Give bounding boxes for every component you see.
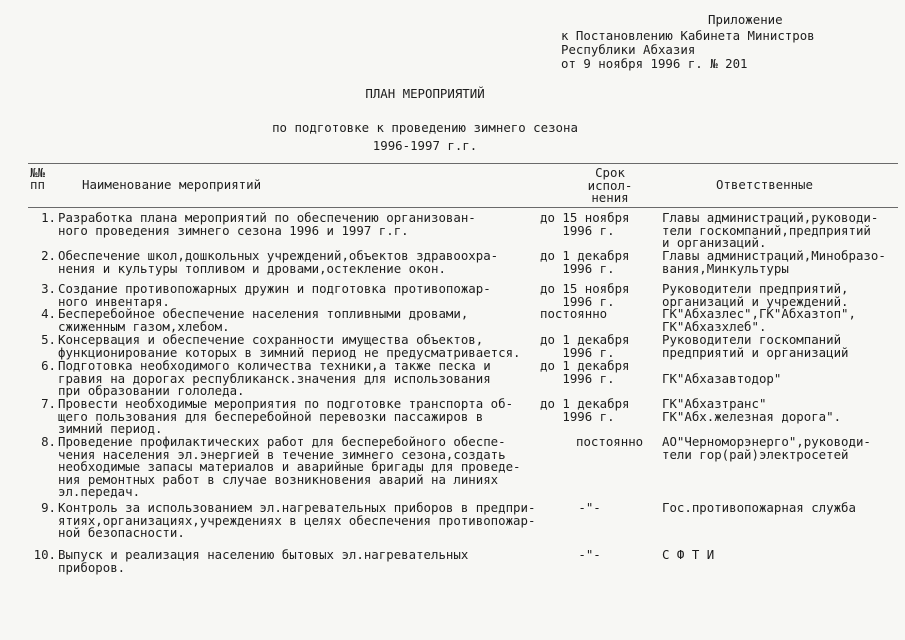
row-1-name: Разработка плана мероприятий по обеспечению организован- ного проведения зимнего сезона 1996 и 1997 г.г. <box>58 210 476 238</box>
document-title: ПЛАН МЕРОПРИЯТИЙ <box>365 86 485 101</box>
row-10-name: Выпуск и реализация населению бытовых эл.нагревательных приборов. <box>58 547 469 575</box>
row-1-resp: Главы администраций,руководи- тели госкомпаний,предприятий и организаций. <box>662 210 879 250</box>
appendix-label: Приложение <box>708 12 783 27</box>
row-4-name: Бесперебойное обеспечение населения топливными дровами, сжиженным газом,хлебом. <box>58 306 469 334</box>
row-8-term: постоянно <box>576 434 644 449</box>
row-3-num: 3. <box>41 281 56 296</box>
row-9-num: 9. <box>41 500 56 515</box>
document-subtitle: по подготовке к проведению зимнего сезона <box>272 120 578 135</box>
row-9-name: Контроль за использованием эл.нагревательных приборов в предпри- ятиях,организациях,учреждениях в целях обеспечения противопожар- ной безопасности. <box>58 500 536 540</box>
row-1-term: до 15 ноября 1996 г. <box>540 210 630 238</box>
row-1-num: 1. <box>41 210 56 225</box>
row-7-resp: ГК"Абхазтранс" ГК"Абх.железная дорога". <box>662 396 842 424</box>
row-10-resp: С Ф Т И <box>662 547 715 562</box>
row-6-term: до 1 декабря 1996 г. <box>540 358 630 386</box>
document-years: 1996-1997 г.г. <box>372 138 478 153</box>
header-num: №№ пп <box>30 165 45 192</box>
table-header-rule <box>28 207 898 208</box>
row-2-name: Обеспечение школ,дошкольных учреждений,объектов здравоохра- нения и культуры топливом и дровами,остекление окон. <box>58 248 499 276</box>
table-top-rule <box>28 163 898 164</box>
row-5-num: 5. <box>41 332 56 347</box>
row-9-resp: Гос.противопожарная служба <box>662 500 856 515</box>
row-4-num: 4. <box>41 306 56 321</box>
row-8-resp: АО"Черноморэнерго",руководи- тели гор(рай)электросетей <box>662 434 871 462</box>
row-3-name: Создание противопожарных дружин и подготовка противопожар- ного инвентаря. <box>58 281 491 309</box>
row-10-term: -"- <box>556 547 601 562</box>
row-7-num: 7. <box>41 396 56 411</box>
row-8-name: Проведение профилактических работ для бесперебойного обеспе- чения населения эл.энергией в течение зимнего сезона,создать необходимые запасы материалов и аварийные бригады для проведе- ния ремонтных работ в случае возникновения аварий на линиях эл.передач. <box>58 434 521 499</box>
row-2-term: до 1 декабря 1996 г. <box>540 248 630 276</box>
row-3-term: до 15 ноября 1996 г. <box>540 281 630 309</box>
row-2-num: 2. <box>41 248 56 263</box>
row-4-term: постоянно <box>540 306 608 321</box>
row-5-resp: Руководители госкомпаний предприятий и организаций <box>662 332 849 360</box>
header-term: Срок испол- нения <box>587 165 633 205</box>
row-2-resp: Главы администраций,Минобразо- вания,Минкультуры <box>662 248 886 276</box>
header-resp: Ответственные <box>716 177 813 192</box>
row-3-resp: Руководители предприятий, организаций и учреждений. <box>662 281 849 309</box>
row-8-num: 8. <box>41 434 56 449</box>
row-5-term: до 1 декабря 1996 г. <box>540 332 630 360</box>
row-10-num: 10. <box>33 547 56 562</box>
row-6-name: Подготовка необходимого количества техники,а также песка и гравия на дорогах республиканск.значения для использования при образовании гололеда. <box>58 358 491 398</box>
row-5-name: Консервация и обеспечение сохранности имущества объектов, функционирование которых в зимний период не предусматривается. <box>58 332 521 360</box>
row-9-term: -"- <box>556 500 601 515</box>
decree-line: к Постановлению Кабинета Министров <box>561 28 815 43</box>
row-4-resp: ГК"Абхазлес",ГК"Абхазтоп", ГК"Абхазхлеб". <box>662 306 856 334</box>
row-7-name: Провести необходимые мероприятия по подготовке транспорта об- щего пользования для бесперебойной перевозки пассажиров в зимний период. <box>58 396 514 436</box>
row-6-resp: ГК"Абхазавтодор" <box>662 370 782 386</box>
header-name: Наименование мероприятий <box>82 177 262 192</box>
row-6-num: 6. <box>41 358 56 373</box>
row-7-term: до 1 декабря 1996 г. <box>540 396 630 424</box>
decree-date-line: от 9 ноября 1996 г. № 201 <box>561 56 748 71</box>
republic-line: Республики Абхазия <box>561 42 696 57</box>
